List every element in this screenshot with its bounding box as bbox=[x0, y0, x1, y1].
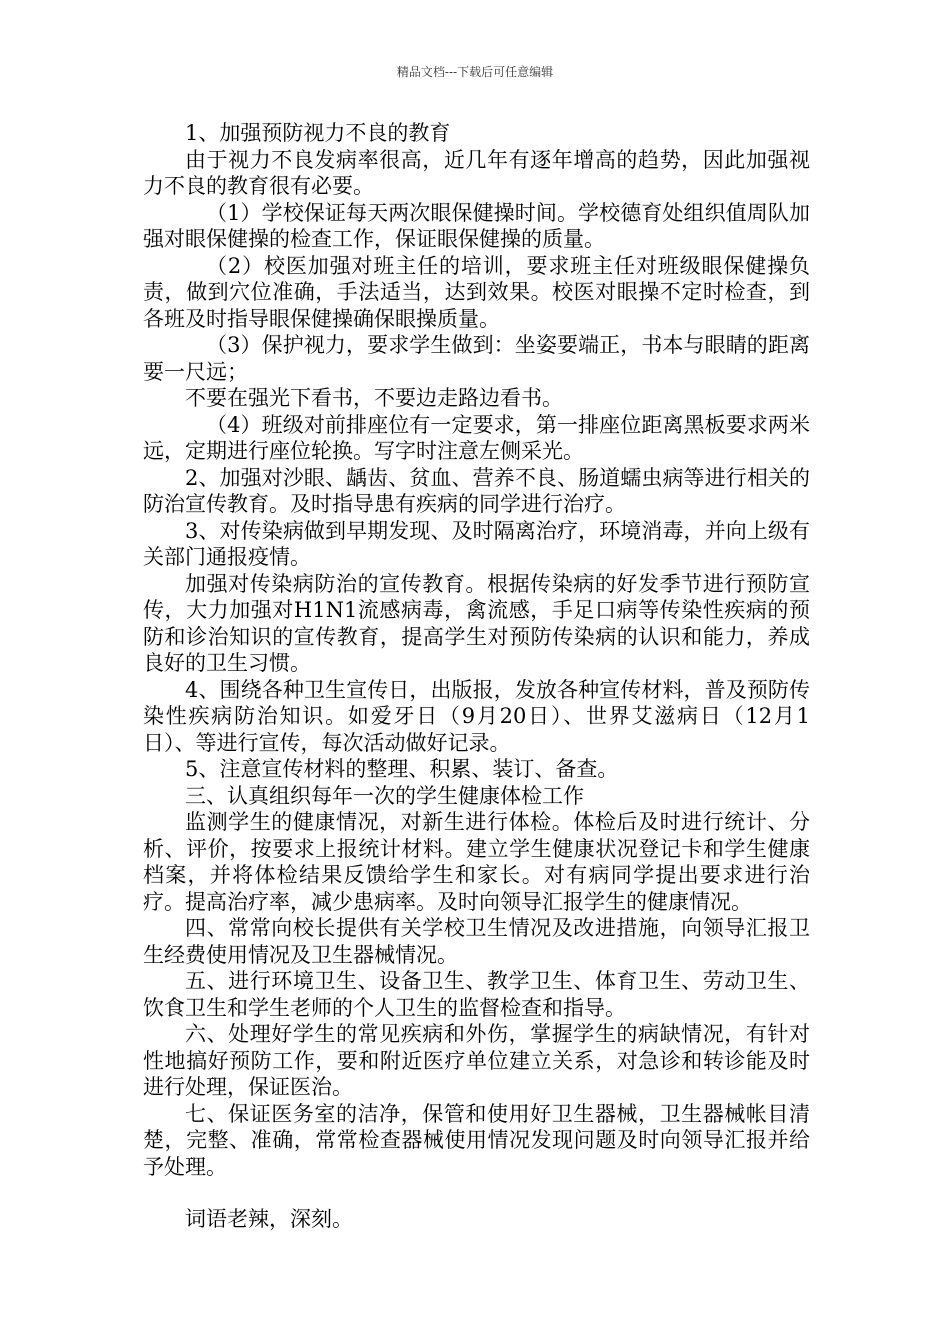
paragraph-infectious-early-detection: 3、对传染病做到早期发现、及时隔离治疗，环境消毒，并向上级有关部门通报疫情。 bbox=[143, 518, 810, 569]
page-header: 精品文档---下载后可任意编辑 bbox=[396, 65, 554, 79]
paragraph-infectious-education: 加强对传染病防治的宣传教育。根据传染病的好发季节进行预防宣传，大力加强对H1N1流感病毒，禽流感，手足口病等传染性疾病的预防和诊治知识的宣传教育，提高学生对预防传染病的认识和能力，养成良好的卫生习惯。 bbox=[143, 571, 810, 675]
paragraph-health-days: 4、围绕各种卫生宣传日，出版报，发放各种宣传材料，普及预防传染性疾病防治知识。如爱牙日（9月20日）、世界艾滋病日（12月1日）、等进行宣传，每次活动做好记录。 bbox=[143, 677, 810, 755]
section-heading-health-check: 三、认真组织每年一次的学生健康体检工作 bbox=[185, 783, 584, 808]
paragraph-seating: （4）班级对前排座位有一定要求，第一排座位距离黑板要求两米远，定期进行座位轮换。写字时注意左侧采光。 bbox=[143, 412, 810, 463]
paragraph-teacher-training: （2）校医加强对班主任的培训，要求班主任对班级眼保健操负责，做到穴位准确，手法适当，达到效果。校医对眼操不定时检查，到各班及时指导眼保健操确保眼操质量。 bbox=[143, 253, 810, 331]
paragraph-protect-vision: （3）保护视力，要求学生做到：坐姿要端正，书本与眼睛的距离要一尺远； bbox=[143, 333, 810, 384]
paragraph-gap bbox=[143, 1180, 810, 1206]
document-body bbox=[143, 120, 810, 1233]
section-heading-hygiene-supervision: 五、进行环境卫生、设备卫生、教学卫生、体育卫生、劳动卫生、饮食卫生和学生老师的个人卫生的监督检查和指导。 bbox=[143, 969, 810, 1020]
section-heading-clinic-cleanliness: 七、保证医务室的洁净，保管和使用好卫生器械，卫生器械帐目清楚，完整、准确，常常检查器械使用情况发现问题及时向领导汇报并给予处理。 bbox=[143, 1101, 810, 1179]
paragraph-vision-necessity: 由于视力不良发病率很高，近几年有逐年增高的趋势，因此加强视力不良的教育很有必要。 bbox=[143, 147, 810, 198]
paragraph-eye-exercise-time: （1）学校保证每天两次眼保健操时间。学校德育处组织值周队加强对眼保健操的检查工作，保证眼保健操的质量。 bbox=[143, 200, 810, 251]
paragraph-disease-prevention: 2、加强对沙眼、龋齿、贫血、营养不良、肠道蠕虫病等进行相关的防治宣传教育。及时指导患有疾病的同学进行治疗。 bbox=[143, 465, 810, 516]
paragraph-vision-education-heading: 1、加强预防视力不良的教育 bbox=[185, 121, 451, 145]
paragraph-health-monitoring: 监测学生的健康情况，对新生进行体检。体检后及时进行统计、分析、评价，按要求上报统计材料。建立学生健康状况登记卡和学生健康档案，并将体检结果反馈给学生和家长。对有病同学提出要求进行治疗。提高治疗率，减少患病率。及时向领导汇报学生的健康情况。 bbox=[143, 810, 810, 914]
section-heading-common-diseases: 六、处理好学生的常见疾病和外伤，掌握学生的病缺情况，有针对性地搞好预防工作，要和附近医疗单位建立关系，对急诊和转诊能及时进行处理，保证医治。 bbox=[143, 1022, 810, 1099]
section-heading-report-principal: 四、常常向校长提供有关学校卫生情况及改进措施，向领导汇报卫生经费使用情况及卫生器械情况。 bbox=[143, 916, 810, 967]
paragraph-materials-filing: 5、注意宣传材料的整理、积累、装订、备查。 bbox=[185, 757, 619, 781]
closing-remark: 词语老辣，深刻。 bbox=[185, 1207, 353, 1231]
paragraph-no-strong-light: 不要在强光下看书，不要边走路边看书。 bbox=[185, 386, 563, 410]
